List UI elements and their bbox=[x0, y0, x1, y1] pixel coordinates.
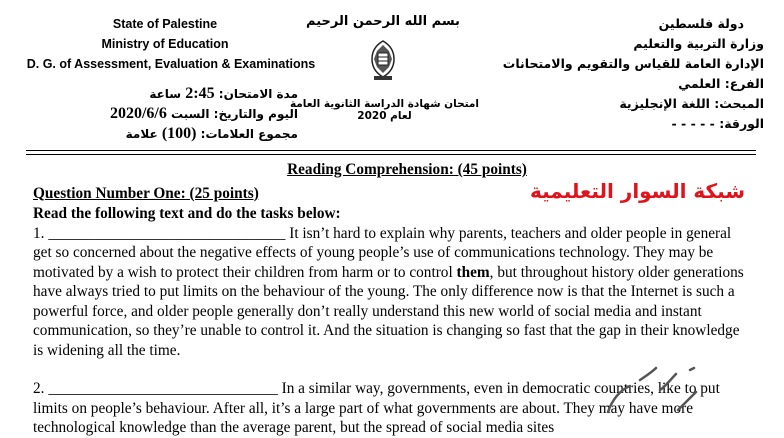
date-row bbox=[18, 104, 298, 124]
subject-ar: المبحث: اللغة الإنجليزية bbox=[619, 96, 764, 111]
marks-row bbox=[18, 124, 298, 144]
date-value: 2020/6/6 bbox=[109, 105, 167, 122]
header-divider-bottom bbox=[26, 154, 756, 155]
directorate-name-en: D. G. of Assessment, Evaluation & Examinations bbox=[26, 57, 316, 71]
heading-blank: ______________________________ bbox=[48, 380, 278, 397]
duration-label: مدة الامتحان: bbox=[218, 87, 298, 101]
bold-word: them bbox=[456, 263, 490, 281]
date-day: السبت bbox=[171, 107, 210, 121]
marks-label: مجموع العلامات: bbox=[200, 127, 298, 141]
palestine-emblem-icon bbox=[366, 37, 400, 83]
heading-blank: _______________________________ bbox=[48, 224, 286, 242]
paragraph-text: It isn’t hard to explain why parents, teachers and older people in general get so concerned about the negative effects of young people’s use of communications technology. They may be motivated by a wish to protect their children from harm or to control bbox=[33, 224, 732, 281]
section-title: Reading Comprehension: (45 points) bbox=[287, 161, 527, 178]
state-name-en: State of Palestine bbox=[112, 17, 218, 31]
paragraph-number: 1. bbox=[33, 224, 45, 242]
paper-ar: الورقة: - - - - - bbox=[671, 116, 764, 131]
ministry-name-en: Ministry of Education bbox=[101, 37, 229, 51]
question-instruction: Read the following text and do the tasks below: bbox=[33, 205, 341, 222]
watermark-text: شبكة السوار التعليمية bbox=[530, 179, 745, 203]
paragraph-1 bbox=[33, 224, 751, 361]
header-center bbox=[298, 14, 468, 83]
duration-value: 2:45 bbox=[185, 85, 215, 102]
header-divider-top bbox=[26, 150, 756, 151]
marks-value: (100) bbox=[161, 125, 197, 142]
duration-unit: ساعة bbox=[149, 87, 182, 101]
paragraph-text-cont: , but throughout history older generations have always tried to put limits on the behaviour of the young. The only difference now is that the Internet is such a powerful force, and older people generally don’t really understand this new world of social media and instant communication, so they’re unable to control it. And the situation is changing so fast that the gap in their knowledge is widening all the time. bbox=[33, 263, 744, 359]
state-name-ar: دولة فلسطين bbox=[658, 16, 744, 31]
marks-unit: علامة bbox=[125, 127, 158, 141]
exam-info bbox=[18, 84, 298, 144]
basmala: بسم الله الرحمن الرحيم bbox=[306, 14, 460, 29]
header-right-arabic bbox=[464, 14, 764, 134]
directorate-name-ar: الإدارة العامة للقياس والتقويم والامتحانات bbox=[502, 56, 764, 71]
exam-title: امتحان شهادة الدراسة الثانوية العامة لعام 2020 bbox=[289, 98, 480, 122]
exam-header bbox=[0, 0, 784, 150]
header-left-english bbox=[0, 14, 330, 74]
paragraph-number: 2. bbox=[33, 380, 45, 397]
paragraph-text: In a similar way, governments, even in democratic countries, like to put limits on people’s behaviour. After all, it’s a large part of what governments are about. They may have more technological knowledge than the average parent, but the spread of social media sites bbox=[33, 380, 720, 436]
duration-row bbox=[18, 84, 298, 104]
date-label: اليوم والتاريخ: bbox=[213, 107, 298, 121]
branch-ar: الفرع: العلمي bbox=[678, 76, 764, 91]
ministry-name-ar: وزارة التربية والتعليم bbox=[633, 36, 764, 51]
handwritten-mark-icon bbox=[600, 350, 710, 435]
question-title: Question Number One: (25 points) bbox=[33, 184, 259, 202]
